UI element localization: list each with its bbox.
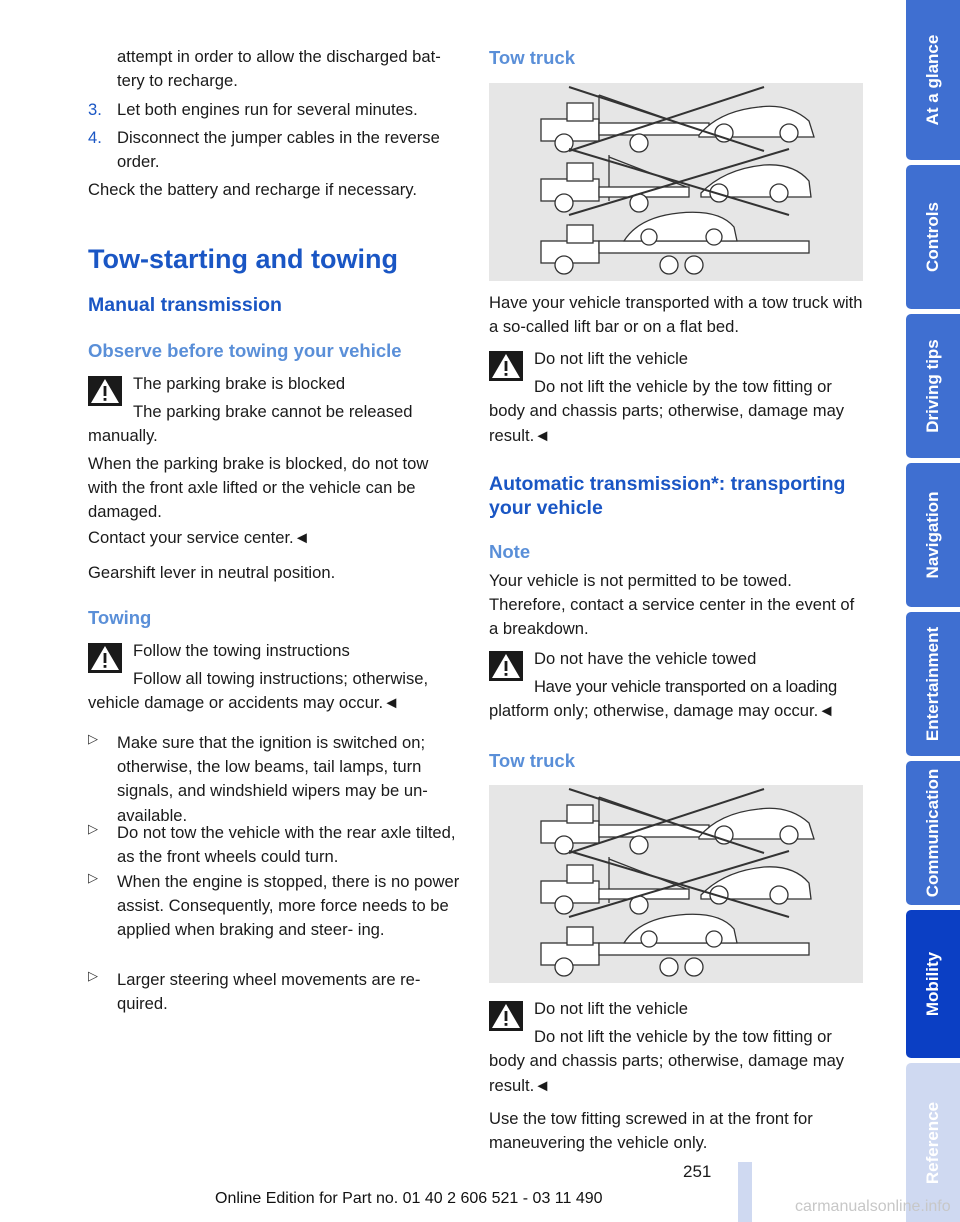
warning-title: Do not have the vehicle towed (534, 649, 757, 668)
list-item-step-3 (88, 98, 462, 122)
warning-towing-instructions (88, 639, 462, 716)
step-text-cont: order. (117, 152, 160, 172)
tow-truck-figure (489, 83, 863, 281)
towing-heading: Towing (88, 607, 152, 628)
manual-transmission-heading: Manual transmission (88, 294, 282, 316)
bullet-text: When the engine is stopped, there is no power assist. Consequently, more force needs to be applied when braking and steer‐ ing. (117, 872, 460, 940)
warning-text-cont: body and chassis parts; otherwise, damage may result.◄ (489, 1051, 845, 1095)
warning-parking-brake (88, 372, 462, 449)
tab-label: Mobility (923, 951, 942, 1017)
bullet-text: Make sure that the ignition is switched on; otherwise, the low beams, tail lamps, turn signals, and windshield wipers may be un‐ available. (117, 733, 428, 825)
warning-text: Do not lift the vehicle by the tow fitting or (534, 377, 832, 397)
footer-text: Online Edition for Part no. 01 40 2 606 521 - 03 11 490 (215, 1190, 603, 1207)
tab-mobility[interactable] (906, 910, 960, 1058)
warning-triangle-icon (489, 1001, 523, 1031)
observe-heading: Observe before towing your vehicle (88, 340, 402, 361)
warning-do-not-lift (489, 347, 863, 448)
tab-label: At a glance (923, 34, 942, 126)
list-item (88, 870, 462, 943)
watermark: carmanualsonline.info (795, 1198, 951, 1215)
tab-label: Communication (923, 768, 942, 898)
warning-text: Have your vehicle transported on a loading (534, 677, 837, 697)
bullet-triangle-icon: ▷ (88, 870, 98, 885)
step-number: 3. (88, 100, 102, 119)
tab-communication[interactable] (906, 761, 960, 905)
warning-triangle-icon (88, 643, 122, 673)
note-paragraph: Your vehicle is not permitted to be towed. Therefore, contact a service center in the event of a breakdown. (489, 571, 855, 639)
warning-triangle-icon (489, 351, 523, 381)
tab-label: Navigation (923, 491, 942, 579)
warning-title: Do not lift the vehicle (534, 349, 689, 368)
list-item (88, 821, 462, 869)
tab-label: Reference (923, 1101, 942, 1184)
check-battery-text: Check the battery and recharge if necessary. (88, 180, 417, 199)
bullet-triangle-icon: ▷ (88, 821, 98, 836)
warning-title: Do not lift the vehicle (534, 999, 689, 1018)
tab-label: Driving tips (923, 339, 942, 433)
gearshift-text: Gearshift lever in neutral position. (88, 563, 336, 582)
tow-fitting-paragraph: Use the tow fitting screwed in at the front for maneuvering the vehicle only. (489, 1109, 813, 1153)
warning-text: Do not lift the vehicle by the tow fitting or (534, 1027, 832, 1047)
tab-at-a-glance[interactable] (906, 0, 960, 160)
warning-triangle-icon (489, 651, 523, 681)
tow-truck-figure (489, 785, 863, 983)
transport-paragraph: Have your vehicle transported with a tow truck with a so-called lift bar or on a flat bed. (489, 293, 863, 337)
warning-triangle-icon (88, 376, 122, 406)
warning-do-not-tow (489, 647, 863, 724)
bullet-text: Do not tow the vehicle with the rear axle tilted, as the front wheels could turn. (117, 823, 456, 867)
tab-label: Controls (923, 202, 942, 272)
tab-entertainment[interactable] (906, 612, 960, 756)
bullet-triangle-icon: ▷ (88, 968, 98, 983)
intro-line-1: attempt in order to allow the discharged bat‐ (117, 47, 441, 66)
tow-truck-illustration-2 (489, 785, 863, 983)
warning-text-cont: vehicle damage or accidents may occur.◄ (88, 693, 400, 713)
warning-text: Follow all towing instructions; otherwise, (133, 669, 429, 689)
bullet-text: Larger steering wheel movements are re‐ quired. (117, 970, 421, 1014)
warning-title: The parking brake is blocked (133, 374, 346, 393)
parking-brake-paragraph: When the parking brake is blocked, do not tow with the front axle lifted or the vehicle can be damaged. (88, 454, 429, 522)
list-item-step-4 (88, 126, 462, 174)
contact-service-text: Contact your service center.◄ (88, 528, 311, 547)
page-number-bar (738, 1162, 752, 1222)
warning-text-cont: manually. (88, 426, 158, 446)
tab-navigation[interactable] (906, 463, 960, 607)
bullet-triangle-icon: ▷ (88, 731, 98, 746)
tow-truck-heading: Tow truck (489, 47, 575, 68)
warning-do-not-lift-2 (489, 997, 863, 1098)
automatic-transmission-heading: Automatic transmission*: transporting your vehicle (489, 473, 846, 519)
warning-text-cont: platform only; otherwise, damage may occur.◄ (489, 701, 835, 721)
tow-truck-heading-2: Tow truck (489, 750, 575, 771)
warning-text: The parking brake cannot be released (133, 402, 413, 422)
tab-label: Entertainment (923, 626, 942, 742)
tab-driving-tips[interactable] (906, 314, 960, 458)
step-text: Disconnect the jumper cables in the reverse (117, 128, 440, 147)
step-text: Let both engines run for several minutes. (117, 100, 418, 119)
section-title: Tow-starting and towing (88, 244, 398, 274)
warning-text-cont: body and chassis parts; otherwise, damage may result.◄ (489, 401, 845, 445)
chapter-tabs (903, 0, 960, 1222)
tow-truck-illustration (489, 83, 863, 281)
list-item (88, 731, 462, 828)
tab-controls[interactable] (906, 165, 960, 309)
step-number: 4. (88, 128, 102, 147)
warning-title: Follow the towing instructions (133, 641, 350, 660)
note-heading: Note (489, 541, 531, 562)
list-item (88, 968, 462, 1016)
intro-line-2: tery to recharge. (117, 71, 238, 90)
page-number: 251 (683, 1162, 712, 1181)
